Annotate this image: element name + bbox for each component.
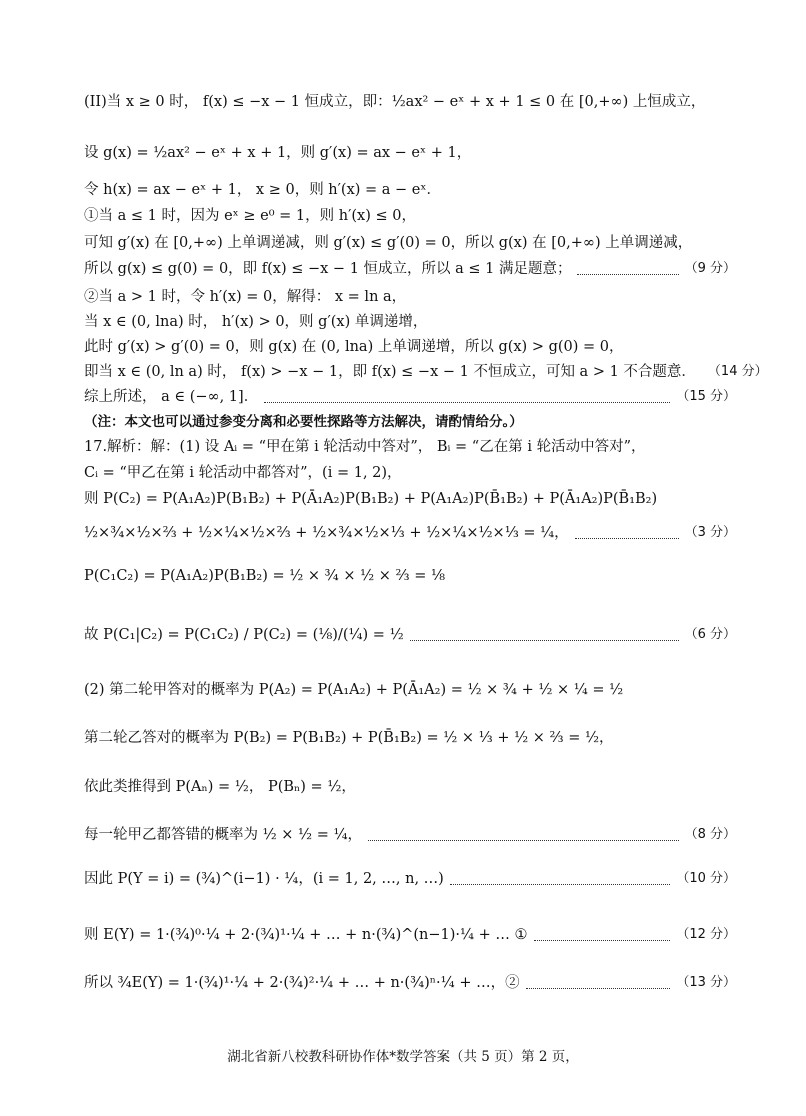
line-text: 当 x ∈ (0, lna) 时， h′(x) > 0，则 g′(x) 单调递增， (84, 314, 428, 330)
score-label: （3 分） (684, 525, 736, 540)
text-line (84, 925, 736, 945)
score-label: （10 分） (676, 871, 736, 886)
line-text: ①当 a ≤ 1 时，因为 eˣ ≥ e⁰ = 1，则 h′(x) ≤ 0， (84, 208, 416, 224)
text-line (84, 233, 736, 253)
text-line (84, 869, 736, 889)
text-line (84, 312, 736, 332)
text-line (84, 412, 736, 432)
text-line (84, 777, 736, 797)
dot-leader (575, 528, 679, 539)
text-line (84, 362, 768, 382)
score-label: （15 分） (676, 389, 736, 404)
page-footer: 湖北省新八校教科研协作体*数学答案（共 5 页）第 2 页， (227, 1049, 579, 1065)
score-label: （6 分） (684, 627, 736, 642)
line-text: 综上所述， a ∈ (−∞, 1]． (84, 389, 259, 405)
score-label: （14 分） (707, 364, 768, 379)
text-line (84, 566, 736, 586)
line-text: (II)当 x ≥ 0 时， f(x) ≤ −x − 1 恒成立，即：½ax² − eˣ + x + 1 ≤ 0 在 [0,+∞) 上恒成立， (84, 94, 706, 110)
dot-leader (534, 930, 671, 941)
text-line (84, 92, 736, 112)
line-text: 可知 g′(x) 在 [0,+∞) 上单调递减，则 g′(x) ≤ g′(0) = 0，所以 g(x) 在 [0,+∞) 上单调递减， (84, 235, 693, 251)
text-line (84, 625, 736, 645)
text-line (84, 973, 736, 993)
line-text: 所以 ¾E(Y) = 1·(¾)¹·¼ + 2·(¾)²·¼ + … + n·(¾)ⁿ·¼ + …，② (84, 975, 520, 991)
line-text: 此时 g′(x) > g′(0) = 0，则 g(x) 在 (0, lna) 上单调递增，所以 g(x) > g(0) = 0， (84, 339, 624, 355)
dot-leader (450, 874, 670, 885)
text-line (84, 259, 736, 279)
line-text: ②当 a > 1 时，令 h′(x) = 0，解得： x = ln a， (84, 289, 407, 305)
text-line (84, 180, 736, 200)
line-text: 第二轮乙答对的概率为 P(B₂) = P(B₁B₂) + P(B̄₁B₂) = ½ × ⅓ + ½ × ⅔ = ½， (84, 730, 614, 746)
line-text: ½×¾×½×⅔ + ½×¼×½×⅔ + ½×¾×½×⅓ + ½×¼×½×⅓ = ¼， (84, 525, 569, 541)
line-text: (2) 第二轮甲答对的概率为 P(A₂) = P(A₁A₂) + P(Ā₁A₂) = ½ × ¾ + ½ × ¼ = ½ (84, 682, 624, 698)
line-text: 即当 x ∈ (0, ln a) 时， f(x) > −x − 1，即 f(x) ≤ −x − 1 不恒成立，可知 a > 1 不合题意． (84, 364, 696, 380)
dot-leader (526, 978, 671, 989)
dot-leader (410, 630, 679, 641)
line-text: 故 P(C₁|C₂) = P(C₁C₂) / P(C₂) = (⅛)/(¼) = ½ (84, 627, 404, 643)
text-line (84, 728, 736, 748)
text-line (84, 143, 736, 163)
line-text: 所以 g(x) ≤ g(0) = 0，即 f(x) ≤ −x − 1 恒成立，所以 a ≤ 1 满足题意； (84, 261, 572, 277)
dot-leader (264, 392, 670, 403)
text-line (84, 206, 736, 226)
line-text: 设 g(x) = ½ax² − eˣ + x + 1，则 g′(x) = ax − eˣ + 1， (84, 145, 472, 161)
line-text: P(C₁C₂) = P(A₁A₂)P(B₁B₂) = ½ × ¾ × ½ × ⅔ = ⅛ (84, 568, 446, 584)
text-line (84, 680, 736, 700)
dot-leader (368, 830, 679, 841)
score-label: （8 分） (684, 827, 736, 842)
text-line (84, 463, 736, 483)
score-label: （9 分） (684, 261, 736, 276)
line-text: （注：本文也可以通过参变分离和必要性探路等方法解决，请酌情给分。） (84, 414, 523, 430)
line-text: 17.解析：解：(1) 设 Aᵢ = “甲在第 i 轮活动中答对”， Bᵢ = “乙在第 i 轮活动中答对”， (84, 439, 646, 455)
line-text: 则 E(Y) = 1·(¾)⁰·¼ + 2·(¾)¹·¼ + … + n·(¾)^(n−1)·¼ + … ① (84, 927, 528, 943)
dot-leader (577, 264, 678, 275)
text-line (84, 523, 736, 543)
line-text: 每一轮甲乙都答错的概率为 ½ × ½ = ¼， (84, 827, 363, 843)
line-text: 依此类推得到 P(Aₙ) = ½， P(Bₙ) = ½， (84, 779, 356, 795)
text-line (84, 437, 736, 457)
score-label: （13 分） (676, 975, 736, 990)
score-label: （12 分） (676, 927, 736, 942)
line-text: 令 h(x) = ax − eˣ + 1， x ≥ 0，则 h′(x) = a − eˣ． (84, 182, 442, 198)
line-text: Cᵢ = “甲乙在第 i 轮活动中都答对”，(i = 1, 2)， (84, 465, 402, 481)
text-line (84, 489, 736, 509)
line-text: 则 P(C₂) = P(A₁A₂)P(B₁B₂) + P(Ā₁A₂)P(B₁B₂) + P(A₁A₂)P(B̄₁B₂) + P(Ā₁A₂)P(B̄₁B₂) (84, 491, 658, 507)
line-text: 因此 P(Y = i) = (¾)^(i−1) · ¼，(i = 1, 2, …, n, …) (84, 871, 444, 887)
text-line (84, 287, 736, 307)
text-line (84, 337, 736, 357)
text-line (84, 825, 736, 845)
text-line (84, 387, 736, 407)
